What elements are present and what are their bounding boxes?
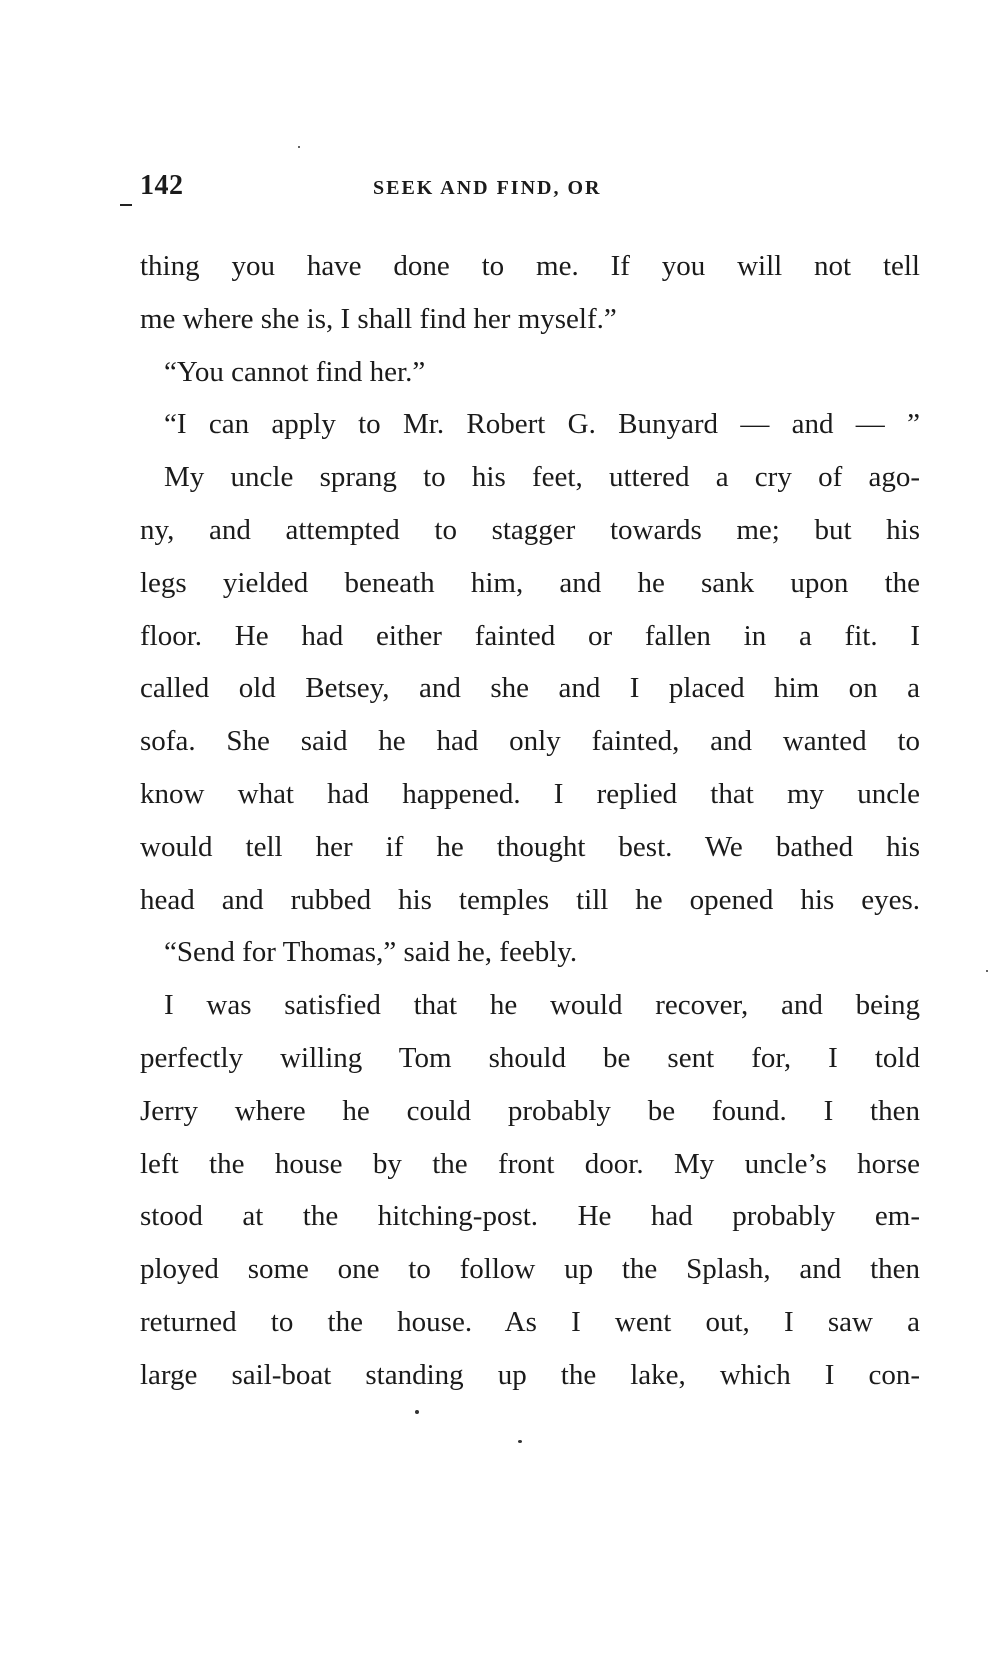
text-line: large sail-boat standing up the lake, which I con-	[140, 1358, 920, 1391]
text-line: I was satisfied that he would recover, and being	[164, 989, 920, 1022]
print-speck	[518, 1440, 522, 1443]
text-line: head and rubbed his temples till he opened his eyes.	[140, 883, 920, 916]
text-line: sofa. She said he had only fainted, and wanted to	[140, 725, 920, 758]
text-line: My uncle sprang to his feet, uttered a cry of ago-	[164, 461, 920, 494]
margin-mark	[120, 204, 132, 206]
text-line: perfectly willing Tom should be sent for, I told	[140, 1041, 920, 1074]
print-speck	[298, 146, 300, 148]
body-text	[140, 240, 920, 1402]
text-line: ployed some one to follow up the Splash, and then	[140, 1253, 920, 1286]
text-line: returned to the house. As I went out, I saw a	[140, 1305, 920, 1338]
text-line: “I can apply to Mr. Robert G. Bunyard — and — ”	[164, 408, 920, 441]
text-line: Jerry where he could probably be found. I then	[140, 1094, 920, 1127]
text-line: ny, and attempted to stagger towards me; but his	[140, 513, 920, 546]
text-line: stood at the hitching-post. He had probably em-	[140, 1200, 920, 1233]
page-header	[140, 170, 920, 210]
running-head: SEEK AND FIND, OR	[373, 177, 602, 199]
text-line: floor. He had either fainted or fallen in a fit. I	[140, 619, 920, 652]
text-line: would tell her if he thought best. We bathed his	[140, 830, 920, 863]
text-line: know what had happened. I replied that my uncle	[140, 777, 920, 810]
print-speck	[415, 1410, 419, 1414]
text-line: me where she is, I shall find her myself.”	[140, 302, 617, 335]
text-line: “Send for Thomas,” said he, feebly.	[164, 936, 578, 969]
text-line: left the house by the front door. My uncle’s horse	[140, 1147, 920, 1180]
print-speck	[986, 970, 988, 972]
page-number: 142	[140, 170, 184, 201]
text-line: thing you have done to me. If you will not tell	[140, 250, 920, 282]
text-line: legs yielded beneath him, and he sank upon the	[140, 566, 920, 599]
text-line: called old Betsey, and she and I placed him on a	[140, 672, 920, 705]
text-line: “You cannot find her.”	[164, 355, 426, 388]
